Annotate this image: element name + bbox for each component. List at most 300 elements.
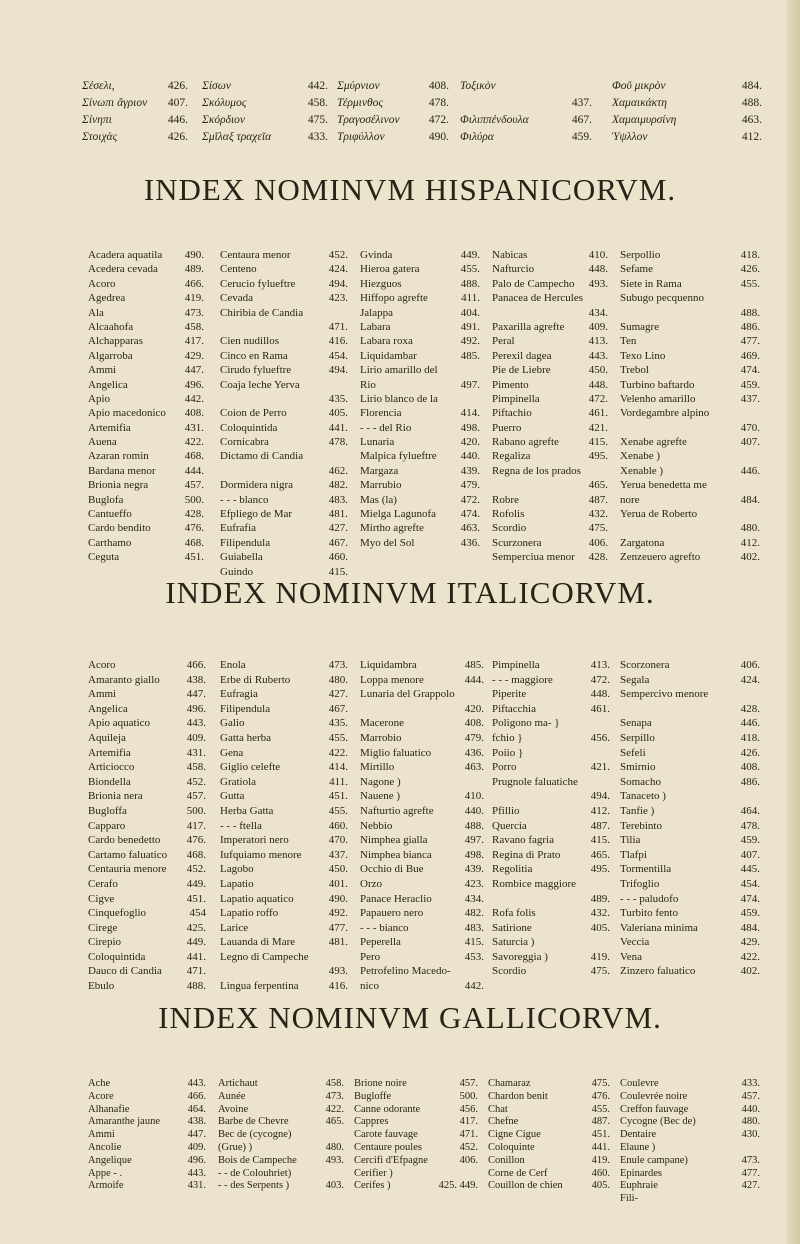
entry-name: Scorzonera [620, 659, 670, 671]
index-entry [220, 550, 348, 564]
entry-page: 460. [328, 551, 348, 564]
index-entry [88, 1091, 206, 1104]
entry-page: 471. [459, 1129, 478, 1141]
entry-page: 494. [328, 364, 348, 377]
entry-name: (Grue) ) [218, 1141, 253, 1153]
index-entry [620, 507, 760, 521]
entry-name: Azaran romin [88, 450, 149, 463]
entry-page: 488. [740, 306, 760, 319]
index-entry [488, 1142, 610, 1155]
entry-name: Cirudo fylueftre [220, 364, 292, 377]
index-entry [220, 935, 348, 950]
index-entry [492, 493, 608, 507]
entry-page: 451. [184, 551, 204, 564]
entry-page: 463. [460, 522, 480, 535]
entry-page: 458. [325, 1078, 344, 1089]
entry-name: Galio [220, 717, 245, 730]
index-entry [360, 848, 484, 863]
entry-name: Segala [620, 673, 650, 686]
entry-page: 455. [460, 263, 480, 276]
entry-name: Coaja leche Yerva [220, 378, 300, 391]
entry-name: Tanfie ) [620, 804, 655, 817]
entry-page: 474. [460, 508, 480, 521]
entry-page: 434. [464, 892, 484, 905]
index-entry [360, 979, 484, 994]
index-entry [88, 449, 204, 463]
index-entry [360, 248, 480, 262]
entry-page: 422. [184, 436, 204, 449]
index-entry [82, 129, 188, 146]
entry-name: Marrobio [360, 731, 402, 744]
index-entry [220, 892, 348, 907]
index-entry [492, 478, 608, 492]
entry-page: 437. [740, 392, 760, 405]
entry-page: 454. [328, 349, 348, 362]
entry-name: Hieroa gatera [360, 263, 420, 276]
index-entry [88, 833, 206, 848]
entry-name: Erbe di Ruberto [220, 673, 291, 686]
entry-page: 420. [460, 436, 480, 449]
gallic-column-1 [88, 1078, 206, 1193]
index-entry [220, 964, 348, 979]
entry-name: Papauero nero [360, 907, 424, 920]
entry-page: 401. [328, 877, 348, 890]
entry-name: Piftacchia [492, 702, 536, 715]
index-entry [354, 1168, 478, 1181]
index-entry [88, 673, 206, 688]
index-entry [220, 775, 348, 790]
entry-page: 493. [325, 1154, 344, 1166]
index-entry [88, 262, 204, 276]
index-entry [492, 789, 610, 804]
index-entry [220, 320, 348, 334]
index-entry [360, 378, 480, 392]
index-entry [218, 1129, 344, 1142]
index-entry [360, 464, 480, 478]
index-entry [620, 392, 760, 406]
entry-page: 457. [741, 1090, 760, 1102]
entry-name: Nimphea bianca [360, 848, 432, 861]
entry-name: - - - maggiore [492, 673, 553, 686]
entry-name: Veccia [620, 936, 650, 949]
index-entry [88, 493, 204, 507]
entry-name: Ten [620, 335, 637, 348]
entry-name: Cerifier ) [354, 1167, 393, 1179]
entry-name: Iufquiamo menore [220, 848, 302, 861]
entry-page: 484. [741, 80, 762, 92]
gallic-column-2 [218, 1078, 344, 1193]
entry-name: - - - ftella [220, 819, 262, 832]
entry-name: Carote fauvage [354, 1129, 418, 1141]
entry-name: fchio } [492, 731, 523, 744]
index-entry [620, 833, 760, 848]
entry-name: Τραγοσέλινον [337, 114, 400, 126]
index-entry [88, 921, 206, 936]
entry-page: 413. [588, 335, 608, 348]
gallic-index-title: INDEX NOMINVM GALLICORVM. [158, 1000, 662, 1035]
index-entry [620, 862, 760, 877]
index-entry [88, 877, 206, 892]
index-entry [360, 804, 484, 819]
entry-page: 478. [428, 97, 449, 109]
entry-page: 437. [328, 848, 348, 861]
index-entry [492, 421, 608, 435]
entry-page: 440. [460, 450, 480, 463]
entry-name: Scordio [492, 965, 527, 978]
index-entry [620, 1155, 760, 1168]
index-entry [220, 716, 348, 731]
index-entry [88, 320, 204, 334]
entry-page: 427. [328, 688, 348, 701]
entry-name: Τριφύλλον [337, 131, 385, 143]
index-entry [88, 1155, 206, 1168]
entry-page: 417. [186, 819, 206, 832]
entry-page: 479. [460, 479, 480, 492]
entry-name: Nauene ) [360, 790, 401, 803]
entry-page: 457. [459, 1078, 478, 1089]
index-entry [88, 848, 206, 863]
index-entry [492, 521, 608, 535]
entry-name: Serpillo [620, 731, 655, 744]
greek-column-5 [612, 78, 762, 146]
entry-name: Artemifia [88, 746, 131, 759]
entry-page: 449. [460, 249, 480, 261]
entry-name: Cien nudillos [220, 335, 279, 348]
entry-name: Texo Lino [620, 349, 666, 362]
entry-page: 450. [328, 863, 348, 876]
entry-page: 419. [184, 292, 204, 305]
entry-page: 432. [590, 907, 610, 920]
entry-name: Piperite [492, 688, 527, 701]
entry-name: Orzo [360, 877, 382, 890]
entry-page: 478. [328, 436, 348, 449]
entry-name: Cercifi d'Efpagne [354, 1154, 428, 1166]
greek-column-1 [82, 78, 188, 146]
entry-name: Rabano agrefte [492, 436, 559, 449]
index-entry [360, 363, 480, 377]
index-entry [488, 1168, 610, 1181]
hispanic-column-2 [220, 248, 348, 579]
index-entry [220, 906, 348, 921]
entry-page: 459. [740, 907, 760, 920]
index-entry [88, 935, 206, 950]
index-entry [620, 775, 760, 790]
entry-name: Mielga Lagunofa [360, 508, 437, 521]
entry-name [360, 702, 378, 717]
entry-page: 476. [591, 1090, 610, 1102]
entry-name: Ceguta [88, 551, 120, 564]
index-entry [620, 320, 760, 334]
index-entry [488, 1091, 610, 1104]
entry-page: 471. [186, 965, 206, 978]
entry-name: Trifoglio [620, 877, 660, 890]
entry-name [220, 392, 238, 406]
entry-page: 460. [591, 1167, 610, 1179]
entry-name: Apio macedonico [88, 407, 166, 420]
index-entry [218, 1168, 344, 1181]
index-entry [360, 687, 484, 702]
index-entry [220, 507, 348, 521]
entry-page: 493. [328, 965, 348, 978]
entry-page: 500. [459, 1090, 478, 1102]
entry-page: 480. [740, 522, 760, 535]
entry-page: 418. [740, 249, 760, 261]
entry-page: 488. [464, 819, 484, 832]
entry-page: 494. [328, 277, 348, 290]
entry-name: Artichaut [218, 1078, 258, 1089]
entry-name: Yerua benedetta me [620, 479, 707, 492]
entry-name: Jalappa [360, 306, 393, 319]
entry-name: Vena [620, 950, 642, 963]
index-entry [360, 306, 480, 320]
entry-name: Lapatio aquatico [220, 892, 294, 905]
index-entry [220, 392, 348, 406]
entry-name: Χαμαικάκτη [612, 97, 667, 109]
index-entry [620, 716, 760, 731]
entry-name: Poiio } [492, 746, 524, 759]
entry-name: Filipendula [220, 536, 271, 549]
entry-name: Bardana menor [88, 464, 156, 477]
entry-name: - - - del Rio [360, 421, 412, 434]
entry-page: 427. [741, 1180, 760, 1192]
entry-page: 426. [167, 80, 188, 92]
entry-name: Acore [88, 1090, 114, 1102]
entry-name: Couillon de chien [488, 1180, 563, 1192]
entry-name: Acoro [88, 659, 116, 671]
entry-name: Elaune ) [620, 1141, 656, 1153]
entry-name [492, 789, 510, 804]
entry-page: 423. [328, 292, 348, 305]
entry-name: Cinco en Rama [220, 349, 288, 362]
index-entry [360, 789, 484, 804]
entry-page: 439. [464, 863, 484, 876]
entry-page: 427. [328, 522, 348, 535]
entry-page: 416. [328, 980, 348, 993]
entry-name: Algarroba [88, 349, 133, 362]
entry-page: 408. [464, 717, 484, 730]
entry-name: Mas (la) [360, 493, 397, 506]
entry-page: 422. [328, 746, 348, 759]
entry-page: 486. [740, 320, 760, 333]
entry-name: Agedrea [88, 292, 126, 305]
index-entry [620, 334, 760, 348]
entry-name: Turbino baftardo [620, 378, 695, 391]
index-entry [492, 507, 608, 521]
entry-name: Dormidera nigra [220, 479, 293, 492]
entry-page: 483. [328, 493, 348, 506]
index-entry [220, 746, 348, 761]
entry-name: Nabicas [492, 249, 528, 261]
entry-name: Poligono ma- } [492, 717, 560, 730]
entry-page: 483. [464, 921, 484, 934]
entry-name: Guiabella [220, 551, 263, 564]
entry-name: Apio [88, 392, 110, 405]
entry-name: Ammi [88, 364, 117, 377]
entry-name: Semperciua menor [492, 551, 575, 564]
index-entry [354, 1078, 478, 1091]
index-entry [88, 906, 206, 921]
entry-name [620, 521, 638, 535]
index-entry [492, 435, 608, 449]
index-entry [88, 775, 206, 790]
entry-page: 438. [186, 673, 206, 686]
index-entry [488, 1129, 610, 1142]
entry-page: 471. [328, 320, 348, 333]
entry-name: nore [620, 493, 640, 506]
entry-name: Sumagre [620, 320, 660, 333]
index-entry [620, 464, 760, 478]
entry-page: 460. [328, 819, 348, 832]
entry-page: 488. [741, 97, 762, 109]
entry-name: Hiffopo agrefte [360, 292, 428, 305]
entry-page: 463. [464, 761, 484, 774]
entry-name: Cigne Cigue [488, 1129, 541, 1141]
entry-name: Dentaire [620, 1129, 657, 1141]
entry-page: 423. [464, 877, 484, 890]
entry-name: - - - blanco [220, 493, 269, 506]
entry-name: Zinzero faluatico [620, 965, 696, 978]
index-entry [88, 291, 204, 305]
index-entry [88, 1129, 206, 1142]
entry-page: 431. [187, 1180, 206, 1192]
entry-name: Filipendula [220, 702, 271, 715]
entry-name [492, 306, 510, 320]
entry-name: Puerro [492, 421, 522, 434]
index-entry [218, 1155, 344, 1168]
index-entry [492, 262, 608, 276]
entry-name: Rofa folis [492, 907, 536, 920]
index-entry [88, 1078, 206, 1091]
entry-page: 426. [740, 746, 760, 759]
index-entry [88, 349, 204, 363]
greek-column-2 [202, 78, 328, 146]
index-entry [360, 658, 484, 673]
entry-page: 447. [187, 1129, 206, 1141]
entry-name: Enola [220, 659, 246, 671]
index-entry [354, 1155, 478, 1168]
entry-name: Σίσων [202, 80, 231, 92]
index-entry [460, 112, 592, 129]
entry-name: Pimpinella [492, 659, 540, 671]
index-entry [88, 521, 204, 535]
entry-name: Smirnio [620, 761, 656, 774]
entry-name: Nagone ) [360, 775, 401, 788]
entry-name: Auena [88, 436, 117, 449]
index-entry [620, 673, 760, 688]
index-entry [220, 421, 348, 435]
entry-name: Zenzeuero agrefto [620, 551, 701, 564]
index-entry [354, 1180, 478, 1193]
entry-page: 405. [591, 1180, 610, 1192]
index-entry [360, 320, 480, 334]
entry-page: 431. [186, 746, 206, 759]
index-entry [88, 1116, 206, 1129]
entry-page: 468. [184, 536, 204, 549]
entry-page: 452. [186, 775, 206, 788]
entry-name: Biondella [88, 775, 131, 788]
index-entry [492, 731, 610, 746]
index-entry [492, 906, 610, 921]
entry-page: 461. [588, 407, 608, 420]
entry-page: 448. [590, 688, 610, 701]
entry-page: 421. [588, 421, 608, 434]
entry-name: Epinardes [620, 1167, 662, 1179]
entry-page: 485. [464, 659, 484, 671]
entry-page: 434. [588, 306, 608, 319]
entry-name: Pimpinella [492, 392, 540, 405]
index-entry [492, 892, 610, 907]
index-entry [202, 129, 328, 146]
italic-column-5 [620, 658, 760, 979]
index-entry [492, 306, 608, 320]
index-entry [492, 877, 610, 892]
entry-name: Ache [88, 1078, 111, 1089]
entry-page: 444. [464, 673, 484, 686]
entry-name: Pfillio [492, 804, 520, 817]
entry-page: 484. [740, 921, 760, 934]
entry-page: 497. [464, 834, 484, 847]
index-entry [488, 1116, 610, 1129]
entry-page: 411. [461, 292, 480, 305]
index-entry [202, 78, 328, 95]
entry-name: Aquileja [88, 731, 126, 744]
entry-name: Mirtho agrefte [360, 522, 424, 535]
index-entry [492, 921, 610, 936]
index-entry [612, 78, 762, 95]
entry-page: 480. [328, 673, 348, 686]
entry-name: Giglio celefte [220, 761, 281, 774]
index-entry [88, 658, 206, 673]
entry-name: Dictamo di Candia [220, 450, 304, 463]
index-entry [620, 363, 760, 377]
entry-name: Lapatio roffo [220, 907, 279, 920]
entry-page: 436. [464, 746, 484, 759]
entry-page: 467. [571, 114, 592, 126]
index-entry [220, 248, 348, 262]
index-entry [492, 935, 610, 950]
entry-name: Capparo [88, 819, 126, 832]
index-entry [620, 1142, 760, 1155]
index-entry [492, 687, 610, 702]
entry-name: Lagobo [220, 863, 254, 876]
entry-page: 486. [740, 775, 760, 788]
entry-name: Cevada [220, 292, 253, 305]
index-entry [220, 406, 348, 420]
entry-page: 459. [740, 378, 760, 391]
entry-name: Φιλιππένδουλα [460, 114, 529, 126]
entry-name: Rombice maggiore [492, 877, 577, 890]
index-entry [360, 493, 480, 507]
entry-page: 475. [590, 965, 610, 978]
entry-page: 412. [740, 536, 760, 549]
entry-name: Regolitia [492, 863, 533, 876]
entry-page: 456. [590, 731, 610, 744]
entry-page: 492. [460, 335, 480, 348]
entry-page: 496. [186, 702, 206, 715]
entry-page: 462. [328, 464, 348, 477]
index-entry [360, 291, 480, 305]
entry-name: Panacea de Hercules [492, 292, 584, 305]
index-entry [88, 363, 204, 377]
entry-name: Lingua ferpentina [220, 980, 299, 993]
entry-name: Savoreggia ) [492, 950, 548, 963]
entry-page: 466. [184, 277, 204, 290]
entry-page: 472. [588, 392, 608, 405]
entry-page: 473. [741, 1154, 760, 1166]
index-entry [88, 550, 204, 564]
index-entry [612, 112, 762, 129]
index-entry [220, 804, 348, 819]
